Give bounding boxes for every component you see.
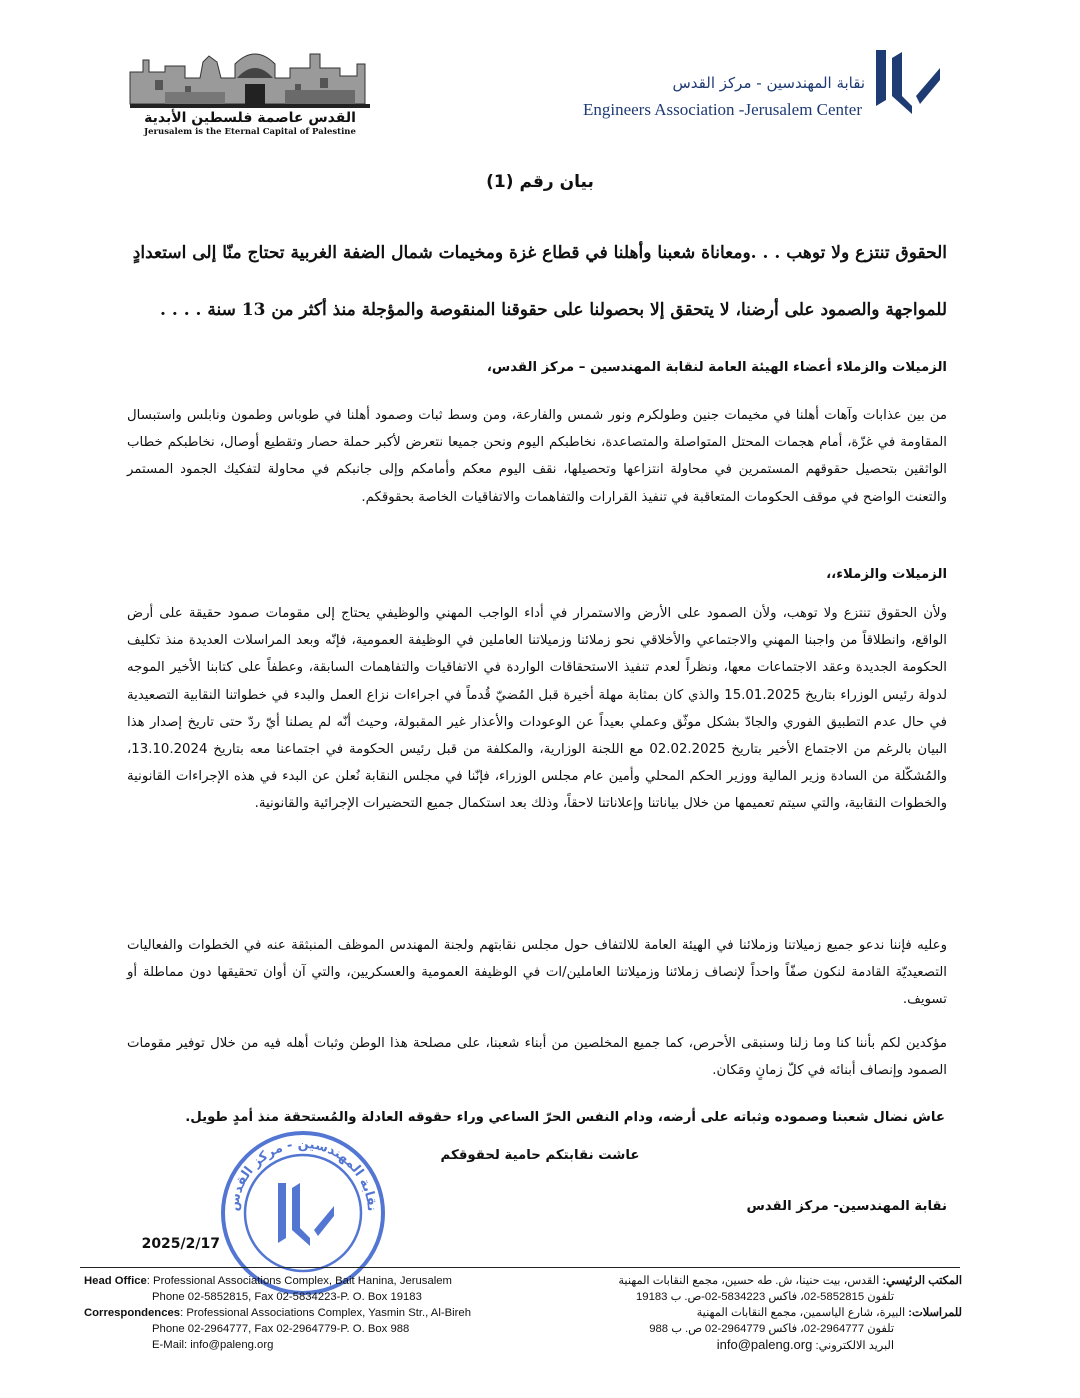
- org-name-english: Engineers Association -Jerusalem Center: [582, 100, 862, 119]
- footer-en-corr-address: : Professional Associations Complex, Yasmin Str., Al-Bireh: [180, 1307, 471, 1319]
- footer-ar-head-label: المكتب الرئيسي:: [882, 1275, 962, 1287]
- footer-ar-corr: [522, 1305, 962, 1321]
- footer-ar-email-value[interactable]: info@paleng.org: [716, 1337, 813, 1352]
- signature-name: نقابة المهندسين- مركز القدس: [746, 1199, 947, 1214]
- svg-text:نقابة المهندسين - مركز القدس: [227, 1137, 379, 1212]
- paragraph-3: وعليه فإننا ندعو جميع زميلاتنا وزملائنا في الهيئة العامة للالتفاف حول مجلس نقابتهم ولجنة المهندس الموظف المنبثقة عنه في الخطوات والفعاليات التصعيديّة القادمة لنكون صفّاً واحداً لإنصاف زملائنا وزميلاتنا العاملين/ات في الوظيفة العمومية والعسكريين، والتي آن أوان تحقيقها دون مماطلة أو تسويف.: [127, 938, 947, 1008]
- greeting-heading: الزميلات والزملاء أعضاء الهيئة العامة لنقابة المهندسين – مركز القدس،: [486, 360, 947, 375]
- footer-ar-email-label: البريد الالكتروني:: [815, 1340, 894, 1352]
- footer-en-email[interactable]: E-Mail: info@paleng.org: [152, 1339, 274, 1351]
- subgreeting-heading: الزميلات والزملاء،،: [826, 567, 947, 582]
- footer-ar-head: [522, 1273, 962, 1289]
- engineers-association-logo-icon: [872, 48, 944, 116]
- org-name-arabic: نقابة المهندسين - مركز القدس: [672, 74, 865, 92]
- jerusalem-banner: [125, 42, 375, 137]
- footer-en-head: [84, 1273, 544, 1289]
- footer-ar-corr-address: البيرة، شارع الياسمين، مجمع النقابات المهنية: [696, 1307, 906, 1319]
- footer-en-head-label: Head Office: [84, 1275, 147, 1287]
- paragraph-2: ولأن الحقوق تنتزع ولا توهب، ولأن الصمود على الأرض والاستمرار في أداء الواجب المهني والوظيفي يحتاج إلى مقومات صمود حقيقة على أرض الواقع، وانطلاقاً من واجبنا المهني والاجتماعي والأخلاقي نحو زملائنا وزميلاتنا العاملين في الوظيفة العمومية، فإنّه وبعد المراسلات العديدة منذ تكليف الحكومة الجديدة وعقد الاجتماعات معها، ونظراً لعدم تنفيذ الاستحقاقات الواردة في الاتفاقيات والتفاهمات السابقة، وعطفاً على كتابنا الأخير الموجه لدولة رئيس الوزراء بتاريخ 15.01.2025 والذي كان بمثابة مهلة أخيرة قبل المُضيّ قُدماً في اجراءات نزاع العمل والبدء في خطواتنا النقابية التصعيدية في حال عدم التطبيق الفوري والجادّ بشكل موثّق وعملي بعيداً عن الوعودات والأعذار غير المقبولة، وحيث أنّه لم يصلنا أيّ ردّ حتى تاريخ إصدار هذا البيان بالرغم من الاجتماع الأخير بتاريخ 02.02.2025 مع اللجنة الوزارية، والمكلفة من قبل رئيس الحكومة في اجتماعنا معه بتاريخ 13.10.2024، والمُشكّلة من السادة وزير المالية ووزير الحكم المحلي وأمين عام مجلس الوزراء، فإنّنا في مجلس النقابة نُعلن عن البدء في هذه الإجراءات القانونية والخطوات النقابية، والتي سيتم تعميمها من خلال بياناتنا وإعلاناتنا لاحقاً، وذلك بعد استكمال جميع التحضيرات الإجرائية والقانونية.: [127, 606, 947, 812]
- footer-divider: [80, 1267, 960, 1268]
- signature-date: 2025/2/17: [141, 1236, 220, 1252]
- paragraph-1: من بين عذابات وآهات أهلنا في مخيمات جنين وطولكرم ونور شمس والفارعة، ومن وسط ثبات وصمود أهلنا في طوباس وطمون ونابلس واستبسال المقاومة في غزّة، أمام هجمات المحتل المتواصلة والمتصاعدة، نخاطبكم اليوم ونحن جميعا نتعرض لأكبر حملة حصار وتقطيع أوصال، نخاطبكم خطاب الواثقين بتحصيل حقوقهم المستمرين في محاولة انتزاعها وتحصيلها، نقف اليوم معكم وأمامكم وإلى جانبكم في محاولة لتفكيك الجمود المستمر والتعنت الواضح في موقف الحكومات المتعاقبة في تنفيذ القرارات والتفاهمات والاتفاقيات الخاصة بحقوقكم.: [127, 408, 947, 505]
- statement-title: بيان رقم (1): [486, 172, 594, 192]
- intro-line-1: الحقوق تنتزع ولا توهب . . .ومعاناة شعبنا وأهلنا في قطاع غزة ومخيمات شمال الضفة الغربية تحتاج منّا إلى استعدادٍ: [132, 243, 947, 263]
- footer-ar-corr-phone: تلفون 2964777-02، فاكس 2964779-02 ص. ب 988: [649, 1323, 894, 1335]
- footer-en-head-phone: Phone 02-5852815, Fax 02-5834223-P. O. Box 19183: [152, 1291, 422, 1303]
- footer-ar-email: [454, 1337, 962, 1354]
- footer-ar-head-phone: تلفون 5852815-02، فاكس 5834223-02-ص. ب 19183: [636, 1291, 894, 1303]
- banner-english-text: Jerusalem is the Eternal Capital of Palestine: [144, 127, 356, 137]
- footer-ar-head-address: القدس، بيت حنينا، ش. طه حسين، مجمع النقابات المهنية: [618, 1275, 880, 1287]
- closing-slogan-1: عاش نضال شعبنا وصموده وثباته على أرضه، ودام النفس الحرّ الساعي وراء حقوقه العادلة والمُستحقة منذ أمدٍ طويل.: [185, 1110, 945, 1125]
- intro-line-2: للمواجهة والصمود على أرضنا، لا يتحقق إلا بحصولنا على حقوقنا المنقوصة والمؤجلة منذ أكثر من 13 سنة . . . .: [160, 300, 947, 320]
- footer-en-corr-phone: Phone 02-2964777, Fax 02-2964779-P. O. Box 988: [152, 1323, 410, 1335]
- banner-arabic-text: القدس عاصمة فلسطين الأبدية: [144, 110, 356, 126]
- footer-ar-corr-label: للمراسلات:: [908, 1307, 962, 1319]
- footer-en-corr-label: Correspondences: [84, 1307, 181, 1319]
- stamp-text: نقابة المهندسين - مركز القدس: [226, 1136, 380, 1213]
- jerusalem-skyline-image: [125, 42, 375, 110]
- paragraph-4: مؤكدين لكم بأننا كنا وما زلنا وسنبقى الأحرص، كما جميع المخلصين من أبناء شعبنا، على مصلحة هذا الوطن وثبات أهله فيه من خلال توفير مقومات الصمود وإنصاف أبنائه في كلّ زمانٍ ومَكان.: [127, 1036, 947, 1079]
- closing-slogan-2: عاشت نقابتكم حامية لحقوقكم: [440, 1148, 640, 1163]
- footer-en-corr: [84, 1305, 544, 1321]
- footer-en-head-address: : Professional Associations Complex, Bait Hanina, Jerusalem: [146, 1275, 452, 1287]
